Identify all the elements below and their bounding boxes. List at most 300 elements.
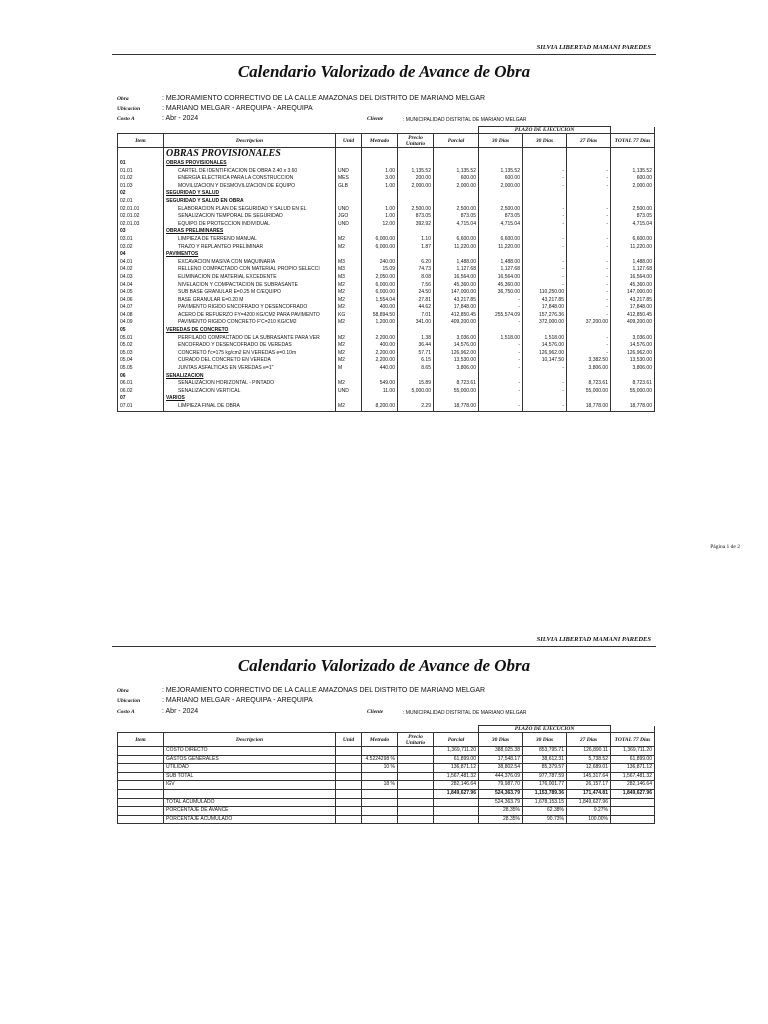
item-period-2: - bbox=[523, 365, 567, 373]
item-description: JUNTAS ASFALTICAS EN VEREDAS e=1" bbox=[164, 365, 336, 373]
item-precio: 27.81 bbox=[398, 297, 434, 305]
item-period-1 bbox=[479, 190, 523, 198]
item-unit: M2 bbox=[336, 319, 362, 327]
item-period-1: 4,715.04 bbox=[479, 221, 523, 229]
item-period-3: 3,382.50 bbox=[567, 357, 611, 365]
item-parcial: 8,723.61 bbox=[434, 380, 479, 388]
item-parcial bbox=[434, 327, 479, 335]
item-unit: M2 bbox=[336, 357, 362, 365]
obra-label-2: Obra bbox=[117, 688, 129, 694]
item-parcial: 1,135.52 bbox=[434, 168, 479, 176]
item-metrado: 2,200.00 bbox=[362, 335, 398, 343]
item-parcial bbox=[434, 190, 479, 198]
item-description: ELABORACION PLAN DE SEGURIDAD Y SALUD EN EL bbox=[164, 206, 336, 214]
table-row bbox=[118, 388, 655, 396]
summary-description: TOTAL ACUMULADO bbox=[164, 798, 336, 807]
item-metrado: 11.00 bbox=[362, 388, 398, 396]
item-period-2: - bbox=[523, 221, 567, 229]
col-descripcion-2: Descripcion bbox=[164, 733, 336, 747]
item-metrado: 400.00 bbox=[362, 342, 398, 350]
item-precio bbox=[398, 395, 434, 403]
summary-precio bbox=[398, 781, 434, 790]
col-period-3: 27 Dias bbox=[567, 134, 611, 148]
ubicacion-value-2: : MARIANO MELGAR - AREQUIPA - AREQUIPA bbox=[162, 697, 313, 704]
ubicacion-label: Ubicacion bbox=[117, 106, 141, 112]
item-metrado: 1,200.00 bbox=[362, 319, 398, 327]
summary-description: IGV bbox=[164, 781, 336, 790]
group-row bbox=[118, 251, 655, 259]
table-row bbox=[118, 183, 655, 191]
item-unit: KG bbox=[336, 312, 362, 320]
item-precio: 8.65 bbox=[398, 365, 434, 373]
item-period-2: - bbox=[523, 175, 567, 183]
summary-parcial bbox=[434, 807, 479, 816]
item-total bbox=[611, 373, 655, 381]
item-unit bbox=[336, 327, 362, 335]
project-header-2 bbox=[117, 688, 657, 718]
item-period-2 bbox=[523, 395, 567, 403]
item-unit: UND bbox=[336, 221, 362, 229]
summary-item bbox=[118, 781, 164, 790]
item-precio: 24.50 bbox=[398, 289, 434, 297]
item-code: 03 bbox=[118, 228, 164, 236]
summary-metrado bbox=[362, 807, 398, 816]
item-total: 3,806.00 bbox=[611, 365, 655, 373]
item-period-3 bbox=[567, 160, 611, 168]
obra-label: Obra bbox=[117, 96, 129, 102]
summary-item bbox=[118, 747, 164, 756]
item-code: 05.04 bbox=[118, 357, 164, 365]
item-period-3: - bbox=[567, 244, 611, 252]
item-precio: 341.00 bbox=[398, 319, 434, 327]
item-metrado: 1.00 bbox=[362, 206, 398, 214]
item-unit: M2 bbox=[336, 403, 362, 411]
item-period-3: - bbox=[567, 183, 611, 191]
item-code: 04.04 bbox=[118, 282, 164, 290]
item-code: 02.01 bbox=[118, 198, 164, 206]
item-metrado bbox=[362, 327, 398, 335]
item-period-1: 255,574.09 bbox=[479, 312, 523, 320]
item-unit bbox=[336, 160, 362, 168]
item-description: VEREDAS DE CONCRETO bbox=[164, 327, 336, 335]
table-row bbox=[118, 274, 655, 282]
item-code: 01.01 bbox=[118, 168, 164, 176]
item-unit: M3 bbox=[336, 266, 362, 274]
item-metrado: 15.09 bbox=[362, 266, 398, 274]
schedule-table bbox=[117, 126, 655, 412]
item-precio: 2,000.00 bbox=[398, 183, 434, 191]
item-unit: M2 bbox=[336, 244, 362, 252]
item-code: 02 bbox=[118, 190, 164, 198]
item-precio: 1.38 bbox=[398, 335, 434, 343]
item-period-3 bbox=[567, 228, 611, 236]
item-period-3 bbox=[567, 251, 611, 259]
table-row bbox=[118, 289, 655, 297]
item-description: CONCRETO f'c=175 kg/cm2 EN VEREDAS e=0.10m bbox=[164, 350, 336, 358]
item-unit: UND bbox=[336, 206, 362, 214]
summary-total bbox=[611, 807, 655, 816]
item-parcial: 412,850.45 bbox=[434, 312, 479, 320]
item-precio: 6.20 bbox=[398, 259, 434, 267]
item-parcial: 2,500.00 bbox=[434, 206, 479, 214]
item-precio: 15.89 bbox=[398, 380, 434, 388]
item-precio: 36.44 bbox=[398, 342, 434, 350]
item-total: 8,723.61 bbox=[611, 380, 655, 388]
item-parcial: 45,360.00 bbox=[434, 282, 479, 290]
summary-parcial: 1,567,481.32 bbox=[434, 772, 479, 781]
item-metrado: 8,200.00 bbox=[362, 403, 398, 411]
item-unit bbox=[336, 190, 362, 198]
item-total: 13,530.00 bbox=[611, 357, 655, 365]
item-parcial: 17,848.00 bbox=[434, 304, 479, 312]
item-period-1: 1,488.00 bbox=[479, 259, 523, 267]
item-code: 06.02 bbox=[118, 388, 164, 396]
item-unit: JGO bbox=[336, 213, 362, 221]
item-total bbox=[611, 395, 655, 403]
item-parcial: 1,488.00 bbox=[434, 259, 479, 267]
table-row bbox=[118, 282, 655, 290]
item-precio: 2,500.00 bbox=[398, 206, 434, 214]
summary-precio bbox=[398, 747, 434, 756]
summary-unit bbox=[336, 781, 362, 790]
summary-total bbox=[611, 798, 655, 807]
col-total-2: TOTAL 77 Dias bbox=[611, 733, 655, 747]
summary-period-3: 5,738.52 bbox=[567, 755, 611, 764]
item-period-1: 11,220.00 bbox=[479, 244, 523, 252]
summary-row bbox=[118, 798, 655, 807]
item-parcial: 147,000.00 bbox=[434, 289, 479, 297]
item-unit: M bbox=[336, 365, 362, 373]
summary-row bbox=[118, 789, 655, 798]
summary-period-2: 176,001.77 bbox=[523, 781, 567, 790]
col-parcial: Parcial bbox=[434, 134, 479, 148]
summary-description: GASTOS GENERALES bbox=[164, 755, 336, 764]
item-period-1: - bbox=[479, 304, 523, 312]
summary-precio bbox=[398, 815, 434, 824]
item-total: 11,220.00 bbox=[611, 244, 655, 252]
item-period-2: - bbox=[523, 213, 567, 221]
summary-metrado bbox=[362, 798, 398, 807]
item-period-1: - bbox=[479, 388, 523, 396]
item-metrado: 1.00 bbox=[362, 213, 398, 221]
summary-metrado bbox=[362, 815, 398, 824]
item-period-3: - bbox=[567, 350, 611, 358]
summary-metrado bbox=[362, 747, 398, 756]
summary-period-1: 524,363.79 bbox=[479, 789, 523, 798]
item-description: SEGURIDAD Y SALUD bbox=[164, 190, 336, 198]
cliente-value: : MUNICIPALIDAD DISTRITAL DE MARIANO MELGAR bbox=[403, 117, 527, 123]
item-period-3: - bbox=[567, 312, 611, 320]
item-total: 2,000.00 bbox=[611, 183, 655, 191]
summary-description: UTILIDAD bbox=[164, 764, 336, 773]
summary-period-3: 26,157.17 bbox=[567, 781, 611, 790]
item-description: VARIOS bbox=[164, 395, 336, 403]
item-parcial: 55,000.00 bbox=[434, 388, 479, 396]
item-parcial bbox=[434, 160, 479, 168]
group-row bbox=[118, 198, 655, 206]
item-code: 05.01 bbox=[118, 335, 164, 343]
item-code: 04 bbox=[118, 251, 164, 259]
item-precio: 1.87 bbox=[398, 244, 434, 252]
item-total: 3,036.00 bbox=[611, 335, 655, 343]
item-period-1: 2,000.00 bbox=[479, 183, 523, 191]
item-metrado: 440.00 bbox=[362, 365, 398, 373]
item-period-1: - bbox=[479, 403, 523, 411]
col-precio-2: Precio Unitario bbox=[398, 733, 434, 747]
item-period-2: - bbox=[523, 259, 567, 267]
item-description: PAVIMENTO RIGIDO ENCOFRADO Y DESENCOFRADO bbox=[164, 304, 336, 312]
item-period-2: - bbox=[523, 266, 567, 274]
item-code: 02.01.01 bbox=[118, 206, 164, 214]
item-precio: 873.05 bbox=[398, 213, 434, 221]
item-description: MOVILIZACION Y DESMOVILIZACION DE EQUIPO bbox=[164, 183, 336, 191]
item-metrado: 2,200.00 bbox=[362, 357, 398, 365]
item-parcial: 1,127.68 bbox=[434, 266, 479, 274]
item-period-1: 16,564.00 bbox=[479, 274, 523, 282]
item-code: 05.02 bbox=[118, 342, 164, 350]
summary-precio bbox=[398, 772, 434, 781]
item-description: SEGURIDAD Y SALUD EN OBRA bbox=[164, 198, 336, 206]
group-row bbox=[118, 228, 655, 236]
item-period-2 bbox=[523, 160, 567, 168]
item-description: SEÑALIZACION bbox=[164, 373, 336, 381]
item-period-1: - bbox=[479, 380, 523, 388]
item-code: 01 bbox=[118, 160, 164, 168]
item-parcial: 126,962.00 bbox=[434, 350, 479, 358]
summary-period-2: 853,795.71 bbox=[523, 747, 567, 756]
col-period-2: 30 Dias bbox=[523, 134, 567, 148]
item-description: SEÑALIZACION VERTICAL bbox=[164, 388, 336, 396]
item-period-2: 126,962.00 bbox=[523, 350, 567, 358]
item-description: NIVELACION Y COMPACTACION DE SUBRASANTE bbox=[164, 282, 336, 290]
item-description: ENCOFRADO Y DESENCOFRADO DE VEREDAS bbox=[164, 342, 336, 350]
item-period-3: - bbox=[567, 175, 611, 183]
item-code: 04.03 bbox=[118, 274, 164, 282]
table-row bbox=[118, 335, 655, 343]
item-period-1: 600.00 bbox=[479, 175, 523, 183]
ubicacion-value: : MARIANO MELGAR - AREQUIPA - AREQUIPA bbox=[162, 105, 313, 112]
item-unit: UND bbox=[336, 388, 362, 396]
item-period-3: 8,723.61 bbox=[567, 380, 611, 388]
item-code: 05.03 bbox=[118, 350, 164, 358]
item-parcial: 873.05 bbox=[434, 213, 479, 221]
summary-period-2: 38,612.31 bbox=[523, 755, 567, 764]
summary-period-3: 9.27% bbox=[567, 807, 611, 816]
table-row bbox=[118, 365, 655, 373]
item-description: LIMPIEZA DE TERRENO MANUAL bbox=[164, 236, 336, 244]
costo-label-2: Costo A bbox=[117, 709, 135, 715]
group-row bbox=[118, 327, 655, 335]
table-row bbox=[118, 213, 655, 221]
item-metrado bbox=[362, 190, 398, 198]
item-period-2: 1,518.00 bbox=[523, 335, 567, 343]
summary-metrado bbox=[362, 772, 398, 781]
item-total: 18,778.00 bbox=[611, 403, 655, 411]
item-description: LIMPIEZA FINAL DE OBRA bbox=[164, 403, 336, 411]
item-period-3: - bbox=[567, 168, 611, 176]
item-precio: 1.10 bbox=[398, 236, 434, 244]
item-period-3 bbox=[567, 373, 611, 381]
item-total: 1,127.68 bbox=[611, 266, 655, 274]
item-metrado bbox=[362, 160, 398, 168]
item-period-1: - bbox=[479, 297, 523, 305]
summary-unit bbox=[336, 789, 362, 798]
item-precio bbox=[398, 251, 434, 259]
summary-unit bbox=[336, 798, 362, 807]
summary-item bbox=[118, 755, 164, 764]
item-period-3: 18,778.00 bbox=[567, 403, 611, 411]
table-header bbox=[118, 127, 655, 148]
plazo-header: PLAZO DE EJECUCION bbox=[479, 127, 611, 134]
item-total: 4,715.04 bbox=[611, 221, 655, 229]
item-code: 04.02 bbox=[118, 266, 164, 274]
table-row bbox=[118, 297, 655, 305]
item-code: 07 bbox=[118, 395, 164, 403]
item-description: PERFILADO COMPACTADO DE LA SUBRASANTE PARA VER bbox=[164, 335, 336, 343]
summary-period-2: 977,787.59 bbox=[523, 772, 567, 781]
item-period-2: - bbox=[523, 244, 567, 252]
summary-total: 1,567,481.32 bbox=[611, 772, 655, 781]
item-period-2: 17,848.00 bbox=[523, 304, 567, 312]
summary-parcial: 136,871.12 bbox=[434, 764, 479, 773]
summary-header bbox=[118, 726, 655, 747]
item-period-3: - bbox=[567, 335, 611, 343]
item-metrado bbox=[362, 395, 398, 403]
item-total: 2,500.00 bbox=[611, 206, 655, 214]
item-unit: M2 bbox=[336, 335, 362, 343]
item-description: ELIMINACION DE MATERIAL EXCEDENTE bbox=[164, 274, 336, 282]
item-period-2 bbox=[523, 190, 567, 198]
col-period-1: 30 Dias bbox=[479, 134, 523, 148]
item-period-1: 1,135.52 bbox=[479, 168, 523, 176]
item-precio: 200.00 bbox=[398, 175, 434, 183]
item-parcial: 18,778.00 bbox=[434, 403, 479, 411]
summary-period-3: 1,849,627.96 bbox=[567, 798, 611, 807]
item-parcial: 600.00 bbox=[434, 175, 479, 183]
summary-period-1: 79,987.70 bbox=[479, 781, 523, 790]
item-period-2: 372,000.00 bbox=[523, 319, 567, 327]
summary-period-2: 1,153,789.36 bbox=[523, 789, 567, 798]
col-unid: Unid bbox=[336, 134, 362, 148]
item-period-2: - bbox=[523, 183, 567, 191]
group-row bbox=[118, 160, 655, 168]
obra-value-2: : MEJORAMIENTO CORRECTIVO DE LA CALLE AMAZONAS DEL DISTRITO DE MARIANO MELGAR bbox=[162, 687, 486, 694]
item-period-3 bbox=[567, 395, 611, 403]
item-precio bbox=[398, 373, 434, 381]
item-unit bbox=[336, 251, 362, 259]
summary-metrado: 10 % bbox=[362, 764, 398, 773]
item-period-3: - bbox=[567, 213, 611, 221]
item-description: PAVIMENTOS bbox=[164, 251, 336, 259]
item-total: 409,200.00 bbox=[611, 319, 655, 327]
item-period-2: 157,276.36 bbox=[523, 312, 567, 320]
item-metrado: 6,000.00 bbox=[362, 236, 398, 244]
item-precio: 2.29 bbox=[398, 403, 434, 411]
item-precio: 74.73 bbox=[398, 266, 434, 274]
item-total: 126,962.00 bbox=[611, 350, 655, 358]
item-parcial: 13,530.00 bbox=[434, 357, 479, 365]
table-row bbox=[118, 319, 655, 327]
item-unit: M2 bbox=[336, 297, 362, 305]
group-row bbox=[118, 190, 655, 198]
item-total bbox=[611, 190, 655, 198]
summary-total bbox=[611, 815, 655, 824]
item-metrado: 58,894.50 bbox=[362, 312, 398, 320]
item-period-1 bbox=[479, 373, 523, 381]
cliente-value-2: : MUNICIPALIDAD DISTRITAL DE MARIANO MELGAR bbox=[403, 710, 527, 716]
summary-precio bbox=[398, 764, 434, 773]
table-row bbox=[118, 175, 655, 183]
summary-unit bbox=[336, 747, 362, 756]
item-period-2 bbox=[523, 373, 567, 381]
item-total: 14,576.00 bbox=[611, 342, 655, 350]
item-metrado bbox=[362, 198, 398, 206]
summary-precio bbox=[398, 789, 434, 798]
item-precio bbox=[398, 160, 434, 168]
item-description: OBRAS PRELIMINARES bbox=[164, 228, 336, 236]
col-total: TOTAL 77 Dias bbox=[611, 134, 655, 148]
summary-total: 282,146.64 bbox=[611, 781, 655, 790]
item-description: RELLENO COMPACTADO CON MATERIAL PROPIO SELECCI bbox=[164, 266, 336, 274]
item-period-2: - bbox=[523, 403, 567, 411]
summary-unit bbox=[336, 755, 362, 764]
item-description: SEÑALIZACION TEMPORAL DE SEGURIDAD bbox=[164, 213, 336, 221]
summary-unit bbox=[336, 764, 362, 773]
table-row bbox=[118, 342, 655, 350]
costo-value: : Abr - 2024 bbox=[162, 115, 199, 122]
item-unit: M2 bbox=[336, 342, 362, 350]
item-period-2: - bbox=[523, 388, 567, 396]
item-period-2: 110,250.00 bbox=[523, 289, 567, 297]
item-precio bbox=[398, 190, 434, 198]
table-row bbox=[118, 236, 655, 244]
summary-row bbox=[118, 755, 655, 764]
item-description: CURADO DEL CONCRETO EN VEREDA bbox=[164, 357, 336, 365]
item-precio: 44.62 bbox=[398, 304, 434, 312]
table-row bbox=[118, 266, 655, 274]
item-period-2 bbox=[523, 228, 567, 236]
table-row bbox=[118, 304, 655, 312]
item-code: 05 bbox=[118, 327, 164, 335]
item-period-3: - bbox=[567, 289, 611, 297]
summary-description: PORCENTAJE ACUMULADO bbox=[164, 815, 336, 824]
summary-period-2: 85,379.57 bbox=[523, 764, 567, 773]
item-period-3: 55,000.00 bbox=[567, 388, 611, 396]
item-precio: 8.08 bbox=[398, 274, 434, 282]
item-period-1: 6,600.00 bbox=[479, 236, 523, 244]
document-title: Calendario Valorizado de Avance de Obra bbox=[237, 62, 531, 81]
item-period-1 bbox=[479, 160, 523, 168]
table-row bbox=[118, 350, 655, 358]
item-total: 147,000.00 bbox=[611, 289, 655, 297]
item-parcial: 4,715.04 bbox=[434, 221, 479, 229]
item-period-1 bbox=[479, 327, 523, 335]
summary-item bbox=[118, 789, 164, 798]
summary-period-3: 100.00% bbox=[567, 815, 611, 824]
item-period-1: - bbox=[479, 350, 523, 358]
cliente-label: Cliente bbox=[367, 116, 384, 122]
item-metrado: 2,200.00 bbox=[362, 350, 398, 358]
item-parcial bbox=[434, 395, 479, 403]
summary-row bbox=[118, 781, 655, 790]
item-metrado bbox=[362, 251, 398, 259]
item-parcial: 6,600.00 bbox=[434, 236, 479, 244]
plazo-header-2: PLAZO DE EJECUCION bbox=[479, 726, 611, 733]
item-unit bbox=[336, 395, 362, 403]
item-unit: M2 bbox=[336, 350, 362, 358]
item-total: 6,600.00 bbox=[611, 236, 655, 244]
item-code: 03.02 bbox=[118, 244, 164, 252]
